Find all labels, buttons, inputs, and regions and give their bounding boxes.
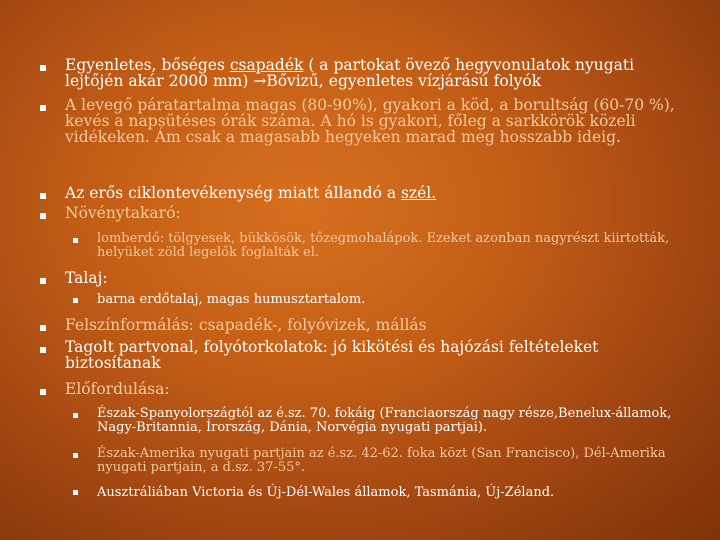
sub-bullet-marker [73,298,78,303]
sub-bullet-forest: lomberdő: tölgyesek, bükkösök, tőzegmohalápok. Ezeket azonban nagyrészt kiirtották, helyüket zöld legelők foglalták el. [97,231,670,260]
bullet-marker [40,389,46,395]
bullet-wind [65,185,685,201]
bullet-marker [40,105,46,111]
bullet-precipitation [65,57,685,89]
bullet-soil: Talaj: [65,269,108,287]
sub-bullet-marker [73,413,78,418]
bullet-coastline: Tagolt partvonal, folyótorkolatok: jó kikötési és hajózási feltételeket biztosítanak [65,338,599,372]
bullet-surface: Felszínformálás: csapadék-, folyóvizek, mállás [65,316,427,334]
sub-bullet-marker [73,238,78,243]
wind-link[interactable]: szél. [401,184,437,202]
sub-bullet-europe: Észak-Spanyolországtól az é.sz. 70. fokáig (Franciaország nagy része,Benelux-államok, Nagy-Britannia, Írország, Dánia, Norvégia nyugati partjai). [97,406,672,435]
bullet-marker [40,65,46,71]
bullet-marker [40,193,46,199]
bullet-text: Egyenletes, bőséges [65,56,230,74]
sub-bullet-marker [73,453,78,458]
bullet-vegetation: Növénytakaró: [65,204,181,222]
bullet-marker [40,325,46,331]
precipitation-link[interactable]: csapadék [229,56,304,74]
bullet-marker [40,278,46,284]
sub-bullet-oceania: Ausztráliában Victoria és Új-Dél-Wales államok, Tasmánia, Új-Zéland. [97,485,555,500]
sub-bullet-america: Észak-Amerika nyugati partjain az é.sz. 42-62. foka közt (San Francisco), Dél-Amerika nyugati partjain, a d.sz. 37-55°. [97,446,666,475]
bullet-marker [40,347,46,353]
sub-bullet-soil-type: barna erdőtalaj, magas humusztartalom. [97,292,366,307]
bullet-text: ( a partokat övező hegyvonulatok nyugati lejtőjén akár 2000 mm) →Bővizű, egyenletes vízjárású folyók [65,56,635,90]
sub-bullet-marker [73,490,78,495]
bullet-occurrence: Előfordulása: [65,380,170,398]
bullet-text: Az erős ciklontevékenység miatt állandó a [65,184,402,202]
bullet-humidity: A levegő páratartalma magas (80-90%), gyakori a köd, a borultság (60-70 %), kevés a napsütéses órák száma. A hó is gyakori, főleg a sarkkörök közeli vidékeken. Ám csak a magasabb hegyeken marad meg hosszabb ideig. [65,96,675,146]
bullet-marker [40,213,46,219]
